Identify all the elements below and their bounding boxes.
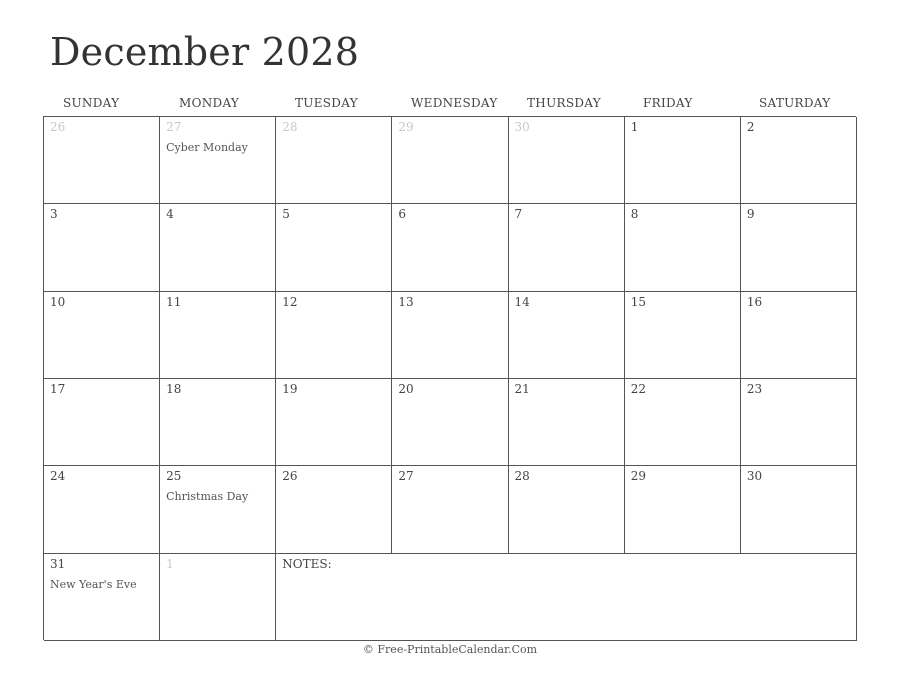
day-cell: [741, 379, 857, 466]
day-number: 29: [630, 469, 646, 484]
day-cell: [44, 466, 160, 553]
day-number: 30: [514, 120, 530, 134]
day-cell: [741, 204, 857, 291]
day-number: 30: [746, 469, 763, 484]
day-cell: [509, 379, 625, 466]
day-number: 24: [50, 469, 66, 484]
notes-label: NOTES:: [282, 556, 332, 571]
day-number: 31: [50, 556, 66, 571]
weekday-tuesday: TUESDAY: [295, 96, 358, 110]
holiday-label: New Year's Eve: [50, 577, 137, 591]
day-number: 14: [514, 294, 530, 309]
day-number: 29: [398, 120, 414, 134]
day-number: 17: [50, 381, 66, 396]
day-number: 11: [166, 294, 182, 309]
holiday-label: Christmas Day: [166, 490, 249, 504]
day-number: 27: [166, 120, 182, 134]
day-number: 6: [398, 207, 407, 222]
day-number: 9: [746, 207, 755, 222]
weekday-friday: FRIDAY: [643, 96, 693, 110]
day-cell: [741, 466, 857, 553]
day-number: 21: [514, 381, 530, 396]
day-number: 8: [630, 207, 639, 222]
day-cell: [392, 466, 508, 553]
day-cell: [276, 117, 392, 204]
day-cell: [741, 117, 857, 204]
day-number: 15: [630, 294, 646, 309]
day-number: 18: [166, 381, 182, 396]
day-cell: [44, 117, 160, 204]
day-cell: [741, 292, 857, 379]
day-cell: [625, 292, 741, 379]
day-cell: [44, 554, 160, 641]
day-cell: [509, 292, 625, 379]
day-number: 16: [746, 294, 763, 309]
day-number: 13: [398, 294, 414, 309]
day-number: 25: [166, 469, 182, 484]
day-number: 1: [630, 120, 639, 134]
weekday-thursday: THURSDAY: [527, 96, 601, 110]
day-number: 12: [282, 294, 298, 309]
day-cell: [625, 117, 741, 204]
calendar-grid: [43, 116, 856, 640]
day-cell: [392, 292, 508, 379]
weekday-saturday: SATURDAY: [759, 96, 831, 110]
day-cell: [44, 379, 160, 466]
day-number: 27: [398, 469, 414, 484]
weekday-monday: MONDAY: [179, 96, 240, 110]
footer-credit: © Free-PrintableCalendar.Com: [362, 643, 538, 656]
day-cell: [392, 379, 508, 466]
day-number: 23: [746, 381, 763, 396]
day-number: 4: [166, 207, 174, 222]
day-cell: [392, 117, 508, 204]
day-cell: [509, 466, 625, 553]
day-number: 3: [50, 207, 58, 222]
day-number: 28: [514, 469, 530, 484]
day-cell: [509, 204, 625, 291]
day-cell: [160, 379, 276, 466]
day-cell: [392, 204, 508, 291]
day-cell: [160, 554, 276, 641]
day-number: 2: [746, 120, 755, 134]
day-cell: [160, 117, 276, 204]
weekday-header-row: [44, 96, 857, 112]
day-number: 19: [282, 381, 298, 396]
day-number: 26: [50, 120, 66, 134]
day-cell: [625, 466, 741, 553]
day-cell: [276, 204, 392, 291]
day-cell: [276, 379, 392, 466]
day-number: 7: [514, 207, 523, 222]
day-number: 10: [50, 294, 66, 309]
day-cell: [625, 379, 741, 466]
day-number: 26: [282, 469, 298, 484]
day-cell: [160, 466, 276, 553]
day-cell: [625, 204, 741, 291]
day-cell: [276, 292, 392, 379]
weekday-wednesday: WEDNESDAY: [411, 96, 498, 110]
day-number: 22: [630, 381, 646, 396]
day-cell: [160, 204, 276, 291]
day-number: 28: [282, 120, 298, 134]
notes-area[interactable]: [276, 554, 857, 641]
day-number: 1: [166, 556, 174, 571]
day-cell: [276, 466, 392, 553]
day-number: 20: [398, 381, 414, 396]
day-cell: [44, 204, 160, 291]
day-number: 5: [282, 207, 290, 222]
weekday-sunday: SUNDAY: [63, 96, 120, 110]
day-cell: [44, 292, 160, 379]
day-cell: [509, 117, 625, 204]
holiday-label: Cyber Monday: [166, 141, 248, 154]
calendar-title: December 2028: [50, 30, 360, 74]
day-cell: [160, 292, 276, 379]
